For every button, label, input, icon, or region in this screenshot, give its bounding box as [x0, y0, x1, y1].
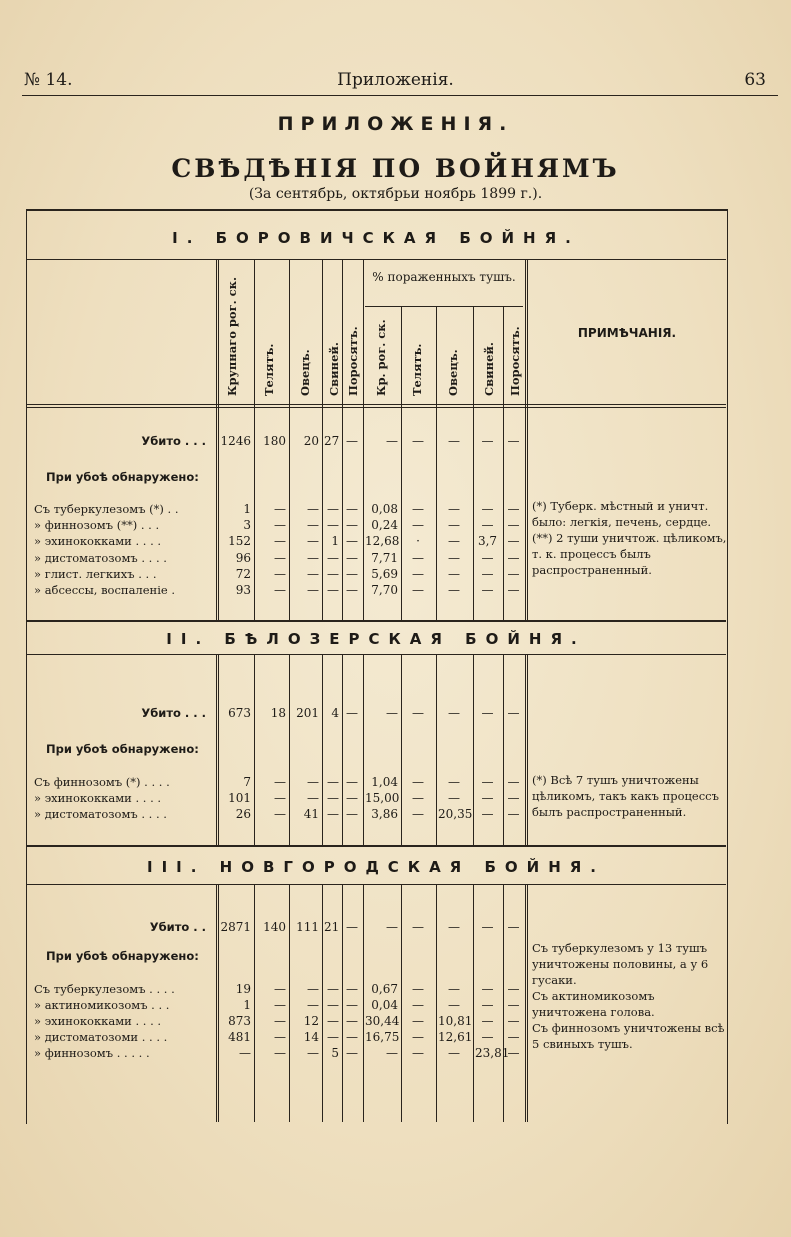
notes-belozersk: [532, 772, 728, 820]
column-rule: [436, 654, 437, 845]
killed-value: —: [346, 920, 358, 934]
table-cell: —: [481, 998, 494, 1012]
table-cell: —: [386, 1046, 398, 1060]
col-header-pct-pigs: Свиней.: [482, 342, 496, 396]
table-cell: —: [448, 998, 460, 1012]
column-rule: [436, 306, 437, 620]
table-cell: 1,04: [371, 775, 398, 789]
table-cell: —: [481, 567, 494, 581]
table-cell: —: [327, 502, 339, 516]
row-label: » дистоматозомъ . . . .: [34, 551, 167, 565]
page-title: ПРИЛОЖЕНІЯ.: [277, 113, 514, 135]
table-cell: —: [346, 567, 358, 581]
killed-value: 140: [263, 920, 286, 934]
table-cell: —: [327, 1030, 339, 1044]
note-text: (*) Туберк. мѣстный и уничт. было: легкія, печень, сердце.: [532, 499, 712, 529]
col-header-calves: Телятъ.: [262, 343, 276, 396]
section-title: I. БОРОВИЧСКАЯ БОЙНЯ.: [172, 229, 580, 247]
killed-value: —: [346, 434, 358, 448]
column-rule: [473, 654, 474, 845]
notes-borovichi: [532, 498, 728, 578]
column-rule: [289, 654, 290, 845]
table-cell: —: [346, 775, 358, 789]
table-cell: —: [327, 567, 339, 581]
column-rule: [363, 654, 364, 845]
table-cell: 7: [243, 775, 251, 789]
table-cell: 12,68: [365, 534, 400, 548]
killed-value: —: [412, 434, 424, 448]
killed-value: —: [481, 920, 494, 934]
table-cell: —: [346, 583, 358, 597]
table-cell: —: [346, 791, 358, 805]
table-cell: —: [412, 1014, 424, 1028]
killed-value: —: [481, 434, 494, 448]
table-cell: —: [274, 583, 286, 597]
killed-value: 4: [331, 706, 339, 720]
page-subtitle: СВѢДѢНІЯ ПО ВОЙНЯМЪ: [171, 154, 620, 183]
table-cell: —: [448, 583, 460, 597]
table-cell: —: [274, 998, 286, 1012]
column-rule: [322, 884, 323, 1122]
table-cell: 1: [243, 502, 251, 516]
col-header-pct-group: % пораженныхъ тушъ.: [372, 270, 516, 284]
table-cell: —: [412, 807, 424, 821]
killed-label: Убито . . .: [141, 706, 206, 720]
row-label: » актиномикозомъ . . .: [34, 998, 170, 1012]
table-cell: —: [346, 1046, 358, 1060]
table-cell: 7,71: [371, 551, 398, 565]
table-cell: —: [412, 518, 424, 532]
table-cell: —: [412, 567, 424, 581]
column-rule: [289, 884, 290, 1122]
table-cell: —: [307, 534, 319, 548]
table-cell: —: [274, 1030, 286, 1044]
column-rule: [473, 884, 474, 1122]
column-rule: [503, 306, 504, 620]
column-rule: [342, 259, 343, 620]
section-title: II. БѢЛОЗЕРСКАЯ БОЙНЯ.: [166, 630, 586, 648]
table-cell: —: [507, 502, 520, 516]
table-cell: —: [274, 982, 286, 996]
killed-value: —: [386, 706, 398, 720]
table-cell: —: [448, 534, 460, 548]
killed-value: —: [386, 920, 398, 934]
col-header-pct-piglets: Поросятъ.: [508, 326, 522, 396]
table-cell: —: [307, 1046, 319, 1060]
table-cell: —: [481, 502, 494, 516]
found-label: При убоѣ обнаружено:: [46, 742, 199, 756]
table-cell: —: [481, 982, 494, 996]
header-rule: [22, 95, 778, 96]
table-cell: 96: [235, 551, 251, 565]
table-rule: [26, 259, 726, 260]
table-cell: 23,81: [475, 1046, 510, 1060]
table-cell: 72: [235, 567, 251, 581]
table-cell: —: [481, 551, 494, 565]
table-cell: —: [327, 982, 339, 996]
found-label: При убоѣ обнаружено:: [46, 949, 199, 963]
table-cell: 16,75: [365, 1030, 400, 1044]
table-cell: —: [327, 583, 339, 597]
pct-group-rule: [365, 306, 523, 307]
table-cell: —: [307, 982, 319, 996]
column-rule: [401, 884, 402, 1122]
section-rule: [26, 845, 726, 847]
found-label: При убоѣ обнаружено:: [46, 470, 199, 484]
column-rule: [401, 654, 402, 845]
table-cell: 1: [243, 998, 251, 1012]
table-cell: —: [412, 998, 424, 1012]
table-cell: —: [307, 791, 319, 805]
table-cell: —: [274, 791, 286, 805]
table-cell: —: [327, 807, 339, 821]
table-cell: —: [481, 1030, 494, 1044]
table-cell: —: [481, 518, 494, 532]
killed-value: —: [507, 434, 520, 448]
row-label: Съ финнозомъ (*) . . . .: [34, 775, 170, 789]
col-header-cattle: Крупнаго рог. ск.: [225, 277, 239, 396]
table-cell: —: [346, 998, 358, 1012]
table-cell: 101: [228, 791, 251, 805]
column-rule: [525, 654, 528, 845]
table-cell: —: [327, 791, 339, 805]
col-header-pct-cattle: Кр. рог. ск.: [374, 319, 388, 396]
note-text: Съ актиномикозомъ уничтожена голова.: [532, 989, 655, 1019]
table-cell: 0,24: [371, 518, 398, 532]
table-cell: 10,81: [438, 1014, 473, 1028]
table-cell: —: [507, 1030, 520, 1044]
row-label: » дистоматозомъ . . . .: [34, 807, 167, 821]
col-header-piglets: Поросятъ.: [346, 326, 360, 396]
killed-value: —: [448, 706, 460, 720]
table-cell: —: [346, 502, 358, 516]
column-rule: [322, 654, 323, 845]
table-cell: —: [507, 567, 520, 581]
table-cell: 15,00: [365, 791, 400, 805]
table-cell: 873: [228, 1014, 251, 1028]
section-title: III. НОВГОРОДСКАЯ БОЙНЯ.: [146, 858, 605, 876]
killed-value: 21: [324, 920, 340, 934]
table-cell: 12,61: [438, 1030, 473, 1044]
col-header-pct-sheep: Овецъ.: [446, 349, 460, 396]
table-cell: —: [274, 518, 286, 532]
killed-value: —: [448, 920, 460, 934]
note-text: (**) 2 туши уничтож. цѣликомъ, т. к. процессъ былъ распространенный.: [532, 531, 727, 577]
column-rule: [342, 654, 343, 845]
table-cell: —: [448, 791, 460, 805]
table-cell: 481: [228, 1030, 251, 1044]
note-text: Съ финнозомъ уничтожены всѣ 5 свиныхъ тушъ.: [532, 1021, 725, 1051]
table-cell: —: [448, 551, 460, 565]
section-rule: [26, 620, 726, 622]
table-cell: —: [481, 807, 494, 821]
row-label: Съ туберкулезомъ . . . .: [34, 982, 175, 996]
table-cell: —: [346, 807, 358, 821]
table-cell: —: [507, 518, 520, 532]
killed-value: —: [412, 706, 424, 720]
table-cell: —: [346, 551, 358, 565]
table-cell: —: [507, 791, 520, 805]
table-cell: —: [412, 982, 424, 996]
table-cell: 26: [235, 807, 251, 821]
killed-value: —: [507, 706, 520, 720]
table-cell: —: [507, 551, 520, 565]
table-cell: —: [274, 1014, 286, 1028]
killed-value: 673: [228, 706, 251, 720]
table-cell: —: [307, 583, 319, 597]
table-cell: —: [507, 1014, 520, 1028]
table-cell: —: [239, 1046, 251, 1060]
table-cell: —: [327, 1014, 339, 1028]
table-cell: —: [412, 551, 424, 565]
table-cell: 5: [331, 1046, 339, 1060]
table-cell: —: [307, 551, 319, 565]
table-cell: —: [507, 807, 520, 821]
table-cell: —: [274, 502, 286, 516]
table-cell: 30,44: [365, 1014, 400, 1028]
table-cell: —: [448, 567, 460, 581]
killed-value: —: [412, 920, 424, 934]
table-cell: —: [448, 502, 460, 516]
table-cell: —: [412, 502, 424, 516]
notes-novgorod: [532, 940, 728, 1052]
column-rule: [473, 306, 474, 620]
table-cell: —: [448, 1046, 460, 1060]
table-cell: —: [507, 982, 520, 996]
table-cell: 3,86: [371, 807, 398, 821]
column-rule: [322, 259, 323, 620]
table-cell: —: [507, 1046, 520, 1060]
killed-value: 180: [263, 434, 286, 448]
table-cell: —: [507, 534, 520, 548]
column-rule: [503, 884, 504, 1122]
table-cell: —: [274, 551, 286, 565]
table-rule: [26, 407, 726, 408]
table-cell: —: [507, 583, 520, 597]
table-cell: —: [307, 567, 319, 581]
killed-value: —: [448, 434, 460, 448]
column-rule: [254, 259, 255, 620]
table-rule: [26, 404, 726, 405]
table-cell: —: [507, 998, 520, 1012]
column-rule: [363, 884, 364, 1122]
column-rule: [254, 884, 255, 1122]
table-cell: —: [307, 998, 319, 1012]
killed-value: 18: [270, 706, 286, 720]
table-cell: —: [346, 982, 358, 996]
running-title: Приложенія.: [337, 70, 454, 90]
table-cell: 0,08: [371, 502, 398, 516]
note-text: Съ туберкулезомъ у 13 тушъ уничтожены половины, а у 6 гусаки.: [532, 941, 709, 987]
row-label: Съ туберкулезомъ (*) . .: [34, 502, 179, 516]
killed-value: 1246: [220, 434, 251, 448]
column-rule: [289, 259, 290, 620]
row-label: » дистоматозоми . . . .: [34, 1030, 168, 1044]
page-number: 63: [744, 70, 766, 90]
table-cell: 5,69: [371, 567, 398, 581]
killed-value: 2871: [220, 920, 251, 934]
column-rule: [525, 259, 528, 620]
table-cell: —: [346, 1014, 358, 1028]
table-cell: —: [481, 775, 494, 789]
note-text: (*) Всѣ 7 тушъ уничтожены цѣликомъ, такъ какъ процессъ былъ распространенный.: [532, 773, 719, 819]
col-header-notes: ПРИМѢЧАНІЯ.: [577, 326, 677, 340]
table-cell: —: [481, 791, 494, 805]
column-rule: [363, 259, 364, 620]
table-cell: 0,67: [371, 982, 398, 996]
table-cell: 93: [235, 583, 251, 597]
table-cell: 41: [303, 807, 319, 821]
row-label: » эхинококками . . . .: [34, 534, 162, 548]
col-header-pct-calves: Телятъ.: [410, 343, 424, 396]
table-cell: 3,7: [477, 534, 498, 548]
row-label: » абсессы, воспаленіе .: [34, 583, 175, 597]
table-cell: —: [481, 1014, 494, 1028]
column-rule: [254, 654, 255, 845]
table-cell: —: [274, 534, 286, 548]
column-rule: [436, 884, 437, 1122]
table-cell: —: [507, 775, 520, 789]
table-cell: 1: [331, 534, 339, 548]
table-cell: —: [274, 807, 286, 821]
issue-number: № 14.: [24, 70, 73, 90]
column-rule: [342, 884, 343, 1122]
col-header-pigs: Свиней.: [327, 342, 341, 396]
killed-label: Убито . .: [149, 920, 206, 934]
table-cell: 14: [303, 1030, 319, 1044]
table-cell: —: [412, 775, 424, 789]
killed-label: Убито . . .: [141, 434, 206, 448]
row-label: » глист. легкихъ . . .: [34, 567, 157, 581]
table-cell: ·: [416, 534, 420, 548]
table-cell: 19: [235, 982, 251, 996]
table-cell: —: [448, 518, 460, 532]
killed-value: 27: [324, 434, 340, 448]
table-cell: —: [412, 1046, 424, 1060]
table-cell: —: [274, 1046, 286, 1060]
row-label: » эхинококками . . . .: [34, 791, 162, 805]
table-cell: —: [448, 775, 460, 789]
table-cell: 152: [228, 534, 251, 548]
table-cell: —: [327, 551, 339, 565]
table-cell: —: [448, 982, 460, 996]
table-cell: 7,70: [371, 583, 398, 597]
table-cell: —: [327, 518, 339, 532]
column-rule: [525, 884, 528, 1122]
row-label: » финнозомъ (**) . . .: [34, 518, 160, 532]
column-rule: [401, 306, 402, 620]
table-cell: —: [307, 502, 319, 516]
killed-value: —: [346, 706, 358, 720]
killed-value: 201: [296, 706, 319, 720]
table-rule: [26, 884, 726, 885]
row-label: » финнозомъ . . . . .: [34, 1046, 150, 1060]
table-cell: —: [307, 518, 319, 532]
table-cell: —: [346, 518, 358, 532]
table-cell: —: [274, 775, 286, 789]
table-cell: —: [327, 998, 339, 1012]
table-cell: —: [346, 534, 358, 548]
date-range: (За сентябрь, октябрьи ноябрь 1899 г.).: [248, 186, 543, 202]
killed-value: —: [386, 434, 398, 448]
table-cell: 20,35: [438, 807, 473, 821]
table-cell: —: [412, 583, 424, 597]
table-cell: —: [346, 1030, 358, 1044]
table-cell: —: [412, 791, 424, 805]
killed-value: 111: [296, 920, 319, 934]
table-cell: —: [412, 1030, 424, 1044]
col-header-sheep: Овецъ.: [298, 349, 312, 396]
column-rule: [503, 654, 504, 845]
row-label: » эхинококками . . . .: [34, 1014, 162, 1028]
table-cell: —: [481, 583, 494, 597]
table-cell: 12: [303, 1014, 319, 1028]
table-cell: 0,04: [371, 998, 398, 1012]
table-cell: —: [327, 775, 339, 789]
table-cell: —: [274, 567, 286, 581]
table-cell: 3: [243, 518, 251, 532]
killed-value: —: [481, 706, 494, 720]
killed-value: —: [507, 920, 520, 934]
killed-value: 20: [303, 434, 319, 448]
table-rule: [26, 654, 726, 655]
table-cell: —: [307, 775, 319, 789]
